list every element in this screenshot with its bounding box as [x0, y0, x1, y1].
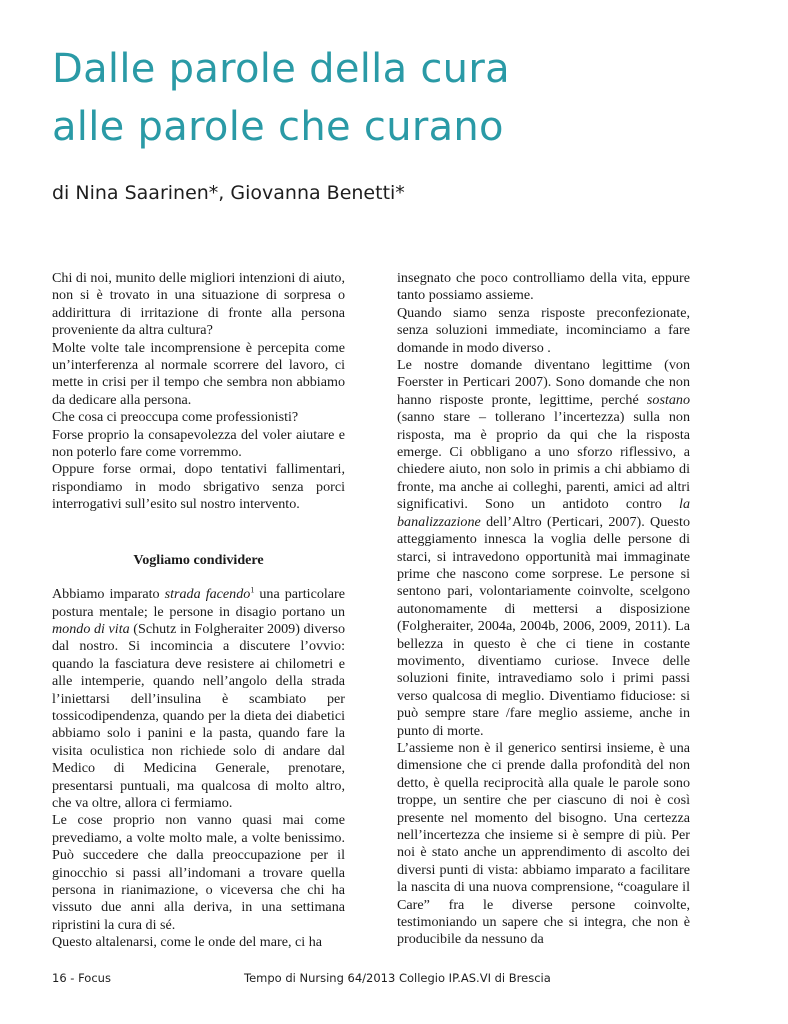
title-line-1: Dalle parole della cura	[52, 46, 510, 92]
paragraph: Che cosa ci preoccupa come professionisti?	[52, 409, 299, 426]
paragraph: Quando siamo senza risposte preconfezionate, senza soluzioni immediate, incominciamo a fare domande in modo diverso .	[397, 304, 690, 356]
paragraph: Le nostre domande diventano legittime (von Foerster in Perticari 2007). Sono domande che non hanno risposte pronte, legittime, perché sostano (sanno stare – tollerano l’incertezza) sulla non risposta, ma è proprio da qui che la risposta emerge. Ci obbligano a uno sforzo riflessivo, a chiedere aiuto, non solo in primis a chi abbiamo di fronte, ma anche ai colleghi, parenti, amici ad altri significativi. Sono un antidoto contro la banalizzazione dell’Altro (Perticari, 2007). Questo atteggiamento innesca la voglia delle persone di starci, si intravedono opportunità mai immaginate prime che nascono come sorprese. Le persone si sentono pari, volontariamente coinvolte, scelgono autonomamente di mettersi a disposizione (Folgheraiter, 2004a, 2004b, 2006, 2009, 2011). La bellezza in questo è che ci tiene in costante movimento, diventiamo curiose. Invece delle soluzioni finite, intravediamo solo i primi passi verso qualcosa di meglio. Diventiamo fiduciose: si può sempre stare /fare meglio assieme, anche in punto di morte.	[397, 357, 690, 739]
paragraph: Forse proprio la consapevolezza del voler aiutare e non poterlo fare come vorremmo.	[52, 426, 345, 461]
paragraph: Le cose proprio non vanno quasi mai come prevediamo, a volte molto male, a volte benissimo. Può succedere che dalla preoccupazione per il ginocchio si passi all’indomani a trovare quella persona in rianimazione, o viceversa che chi ha vissuto due anni alla deriva, in una settimana ripristini la cura di sé.	[52, 812, 345, 933]
article-title	[52, 40, 752, 156]
paragraph: Questo altalenarsi, come le onde del mare, ci ha	[52, 934, 323, 951]
paragraph: Abbiamo imparato strada facendo$^1$ una particolare postura mentale; le persone in disagio portano un mondo di vita (Schutz in Folgheraiter 2009) diverso dal nostro. Si incomincia a discutere l’ovvio: quando la fasciatura deve resistere ai chilometri e alle intemperie, quando nell’angolo della strada l’iniettarsi dell’insulina è scambiato per tossicodipendenza, quando per la dieta dei diabetici abbiamo solo i panini e la pasta, quando fare la visita oculistica non richiede solo di andare dal Medico di Medicina Generale, prenotare, presentarsi puntuali, ma qualcosa di molto altro, che va oltre, allora ci fermiamo.	[52, 585, 345, 811]
paragraph: Molte volte tale incomprensione è percepita come un’interferenza al normale scorrere del lavoro, ci mette in crisi per il tempo che sembra non abbiamo da dedicare alla persona.	[52, 339, 345, 408]
paragraph: L’assieme non è il generico sentirsi insieme, è una dimensione che ci prende dalla profondità del non detto, è quella reciprocità alla quale le parole sono troppe, un sentire che per ciascuno di noi è così presente nel momento del bisogno. Una certezza nell’incertezza che insieme si è sempre di più. Per noi è stato anche un apprendimento di ascolto dei diversi punti di vista: abbiamo imparato a facilitare la nascita di una nuova comprensione, “coagulare il Care” fra le diverse persone coinvolte, testimoniando un sapere che si integra, che non è producibile da nessuno da	[397, 739, 690, 948]
journal-reference: Tempo di Nursing 64/2013 Collegio IP.AS.VI di Brescia	[244, 971, 551, 985]
section-heading: Vogliamo condividere	[133, 551, 264, 568]
article-authors: di Nina Saarinen*, Giovanna Benetti*	[52, 182, 405, 204]
footnote-marker: 1	[250, 585, 255, 595]
right-column	[397, 270, 690, 949]
paragraph: Chi di noi, munito delle migliori intenzioni di aiuto, non si è trovato in una situazione di sorpresa o addirittura di irritazione di fronte alla persona proveniente da altra cultura?	[52, 270, 345, 339]
paragraph: Oppure forse ormai, dopo tentativi fallimentari, rispondiamo in modo sbrigativo senza porci interrogativi sull’esito sul nostro intervento.	[52, 461, 345, 513]
left-column	[52, 270, 345, 952]
paragraph: insegnato che poco controlliamo della vita, eppure tanto possiamo assieme.	[397, 270, 690, 304]
page-number: 16 - Focus	[52, 971, 111, 985]
title-line-2: alle parole che curano	[52, 104, 504, 150]
